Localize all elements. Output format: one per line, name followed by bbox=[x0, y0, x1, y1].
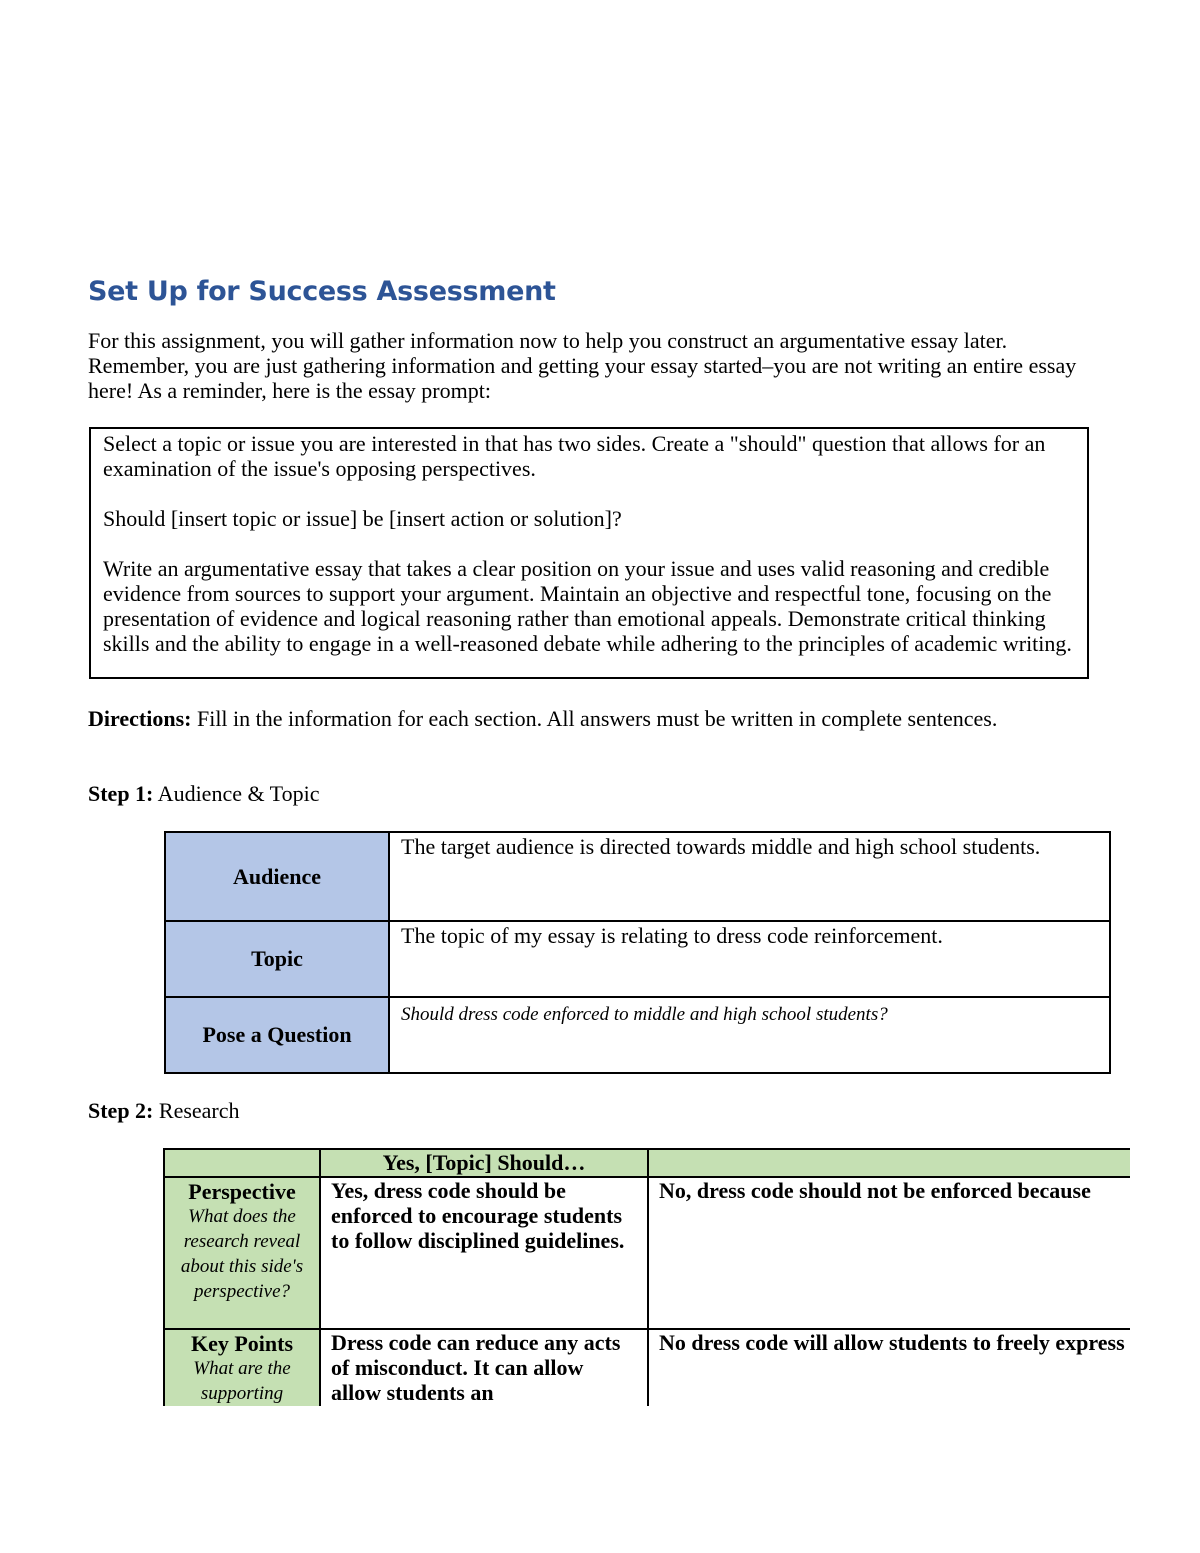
perspective-label-cell bbox=[164, 1177, 320, 1329]
intro-paragraph: For this assignment, you will gather information now to help you construct an argumentative essay later. Remember, you are just gathering information and getting your essay started–you are not writing an entire essay here! As a reminder, here is the essay prompt: bbox=[88, 328, 1077, 403]
header-yes: Yes, [Topic] Should… bbox=[320, 1149, 648, 1177]
key-points-sub: What are the supporting bbox=[193, 1358, 291, 1404]
essay-prompt-box bbox=[89, 427, 1089, 679]
step-1-heading bbox=[88, 781, 319, 806]
perspective-yes[interactable]: Yes, dress code should be enforced to encourage students to follow disciplined guidelines. bbox=[320, 1177, 648, 1329]
research-table bbox=[163, 1148, 1130, 1406]
table-row bbox=[165, 997, 1110, 1073]
topic-answer[interactable]: The topic of my essay is relating to dress code reinforcement. bbox=[389, 921, 1110, 997]
directions-label: Directions: bbox=[88, 706, 192, 731]
key-points-no[interactable]: No dress code will allow students to freely express bbox=[648, 1329, 1130, 1406]
prompt-paragraph-1: Select a topic or issue you are interested in that has two sides. Create a "should" question that allows for an examination of the issue's opposing perspectives. bbox=[103, 431, 1046, 481]
prompt-paragraph-3: Write an argumentative essay that takes a clear position on your issue and uses valid reasoning and credible evidence from sources to support your argument. Maintain an objective and respectful tone, focusing on the presentation of evidence and logical reasoning rather than emotional appeals. Demonstrate critical thinking skills and the ability to engage in a well-reasoned debate while adhering to the principles of academic writing. bbox=[103, 556, 1072, 656]
directions bbox=[88, 706, 1098, 731]
step-2-text: Research bbox=[153, 1098, 240, 1123]
prompt-paragraph-2: Should [insert topic or issue] be [insert action or solution]? bbox=[103, 506, 622, 531]
key-points-label-cell bbox=[164, 1329, 320, 1406]
step-1-label: Step 1: bbox=[88, 781, 154, 806]
research-table-clip bbox=[163, 1148, 1130, 1406]
audience-answer[interactable]: The target audience is directed towards middle and high school students. bbox=[389, 832, 1110, 921]
step-1-text: Audience & Topic bbox=[153, 781, 320, 806]
table-row bbox=[165, 832, 1110, 921]
audience-topic-table bbox=[164, 831, 1111, 1074]
perspective-label: Perspective bbox=[188, 1179, 296, 1204]
question-answer[interactable]: Should dress code enforced to middle and high school students? bbox=[389, 997, 1110, 1073]
step-2-heading bbox=[88, 1098, 240, 1123]
audience-label: Audience bbox=[165, 832, 389, 921]
perspective-no[interactable]: No, dress code should not be enforced because bbox=[648, 1177, 1130, 1329]
directions-text: Fill in the information for each section. All answers must be written in complete sentences. bbox=[191, 706, 998, 731]
key-points-yes[interactable]: Dress code can reduce any acts of misconduct. It can allow allow students an bbox=[320, 1329, 648, 1406]
perspective-sub: What does the research reveal about this side's perspective? bbox=[180, 1206, 304, 1302]
table-row bbox=[165, 921, 1110, 997]
header-no bbox=[648, 1149, 1130, 1177]
table-row bbox=[164, 1149, 1130, 1177]
topic-label: Topic bbox=[165, 921, 389, 997]
table-row bbox=[164, 1329, 1130, 1406]
header-blank-cell bbox=[164, 1149, 320, 1177]
page-title: Set Up for Success Assessment bbox=[88, 276, 556, 307]
key-points-label: Key Points bbox=[190, 1331, 294, 1356]
step-2-label: Step 2: bbox=[88, 1098, 154, 1123]
question-label: Pose a Question bbox=[165, 997, 389, 1073]
table-row bbox=[164, 1177, 1130, 1329]
